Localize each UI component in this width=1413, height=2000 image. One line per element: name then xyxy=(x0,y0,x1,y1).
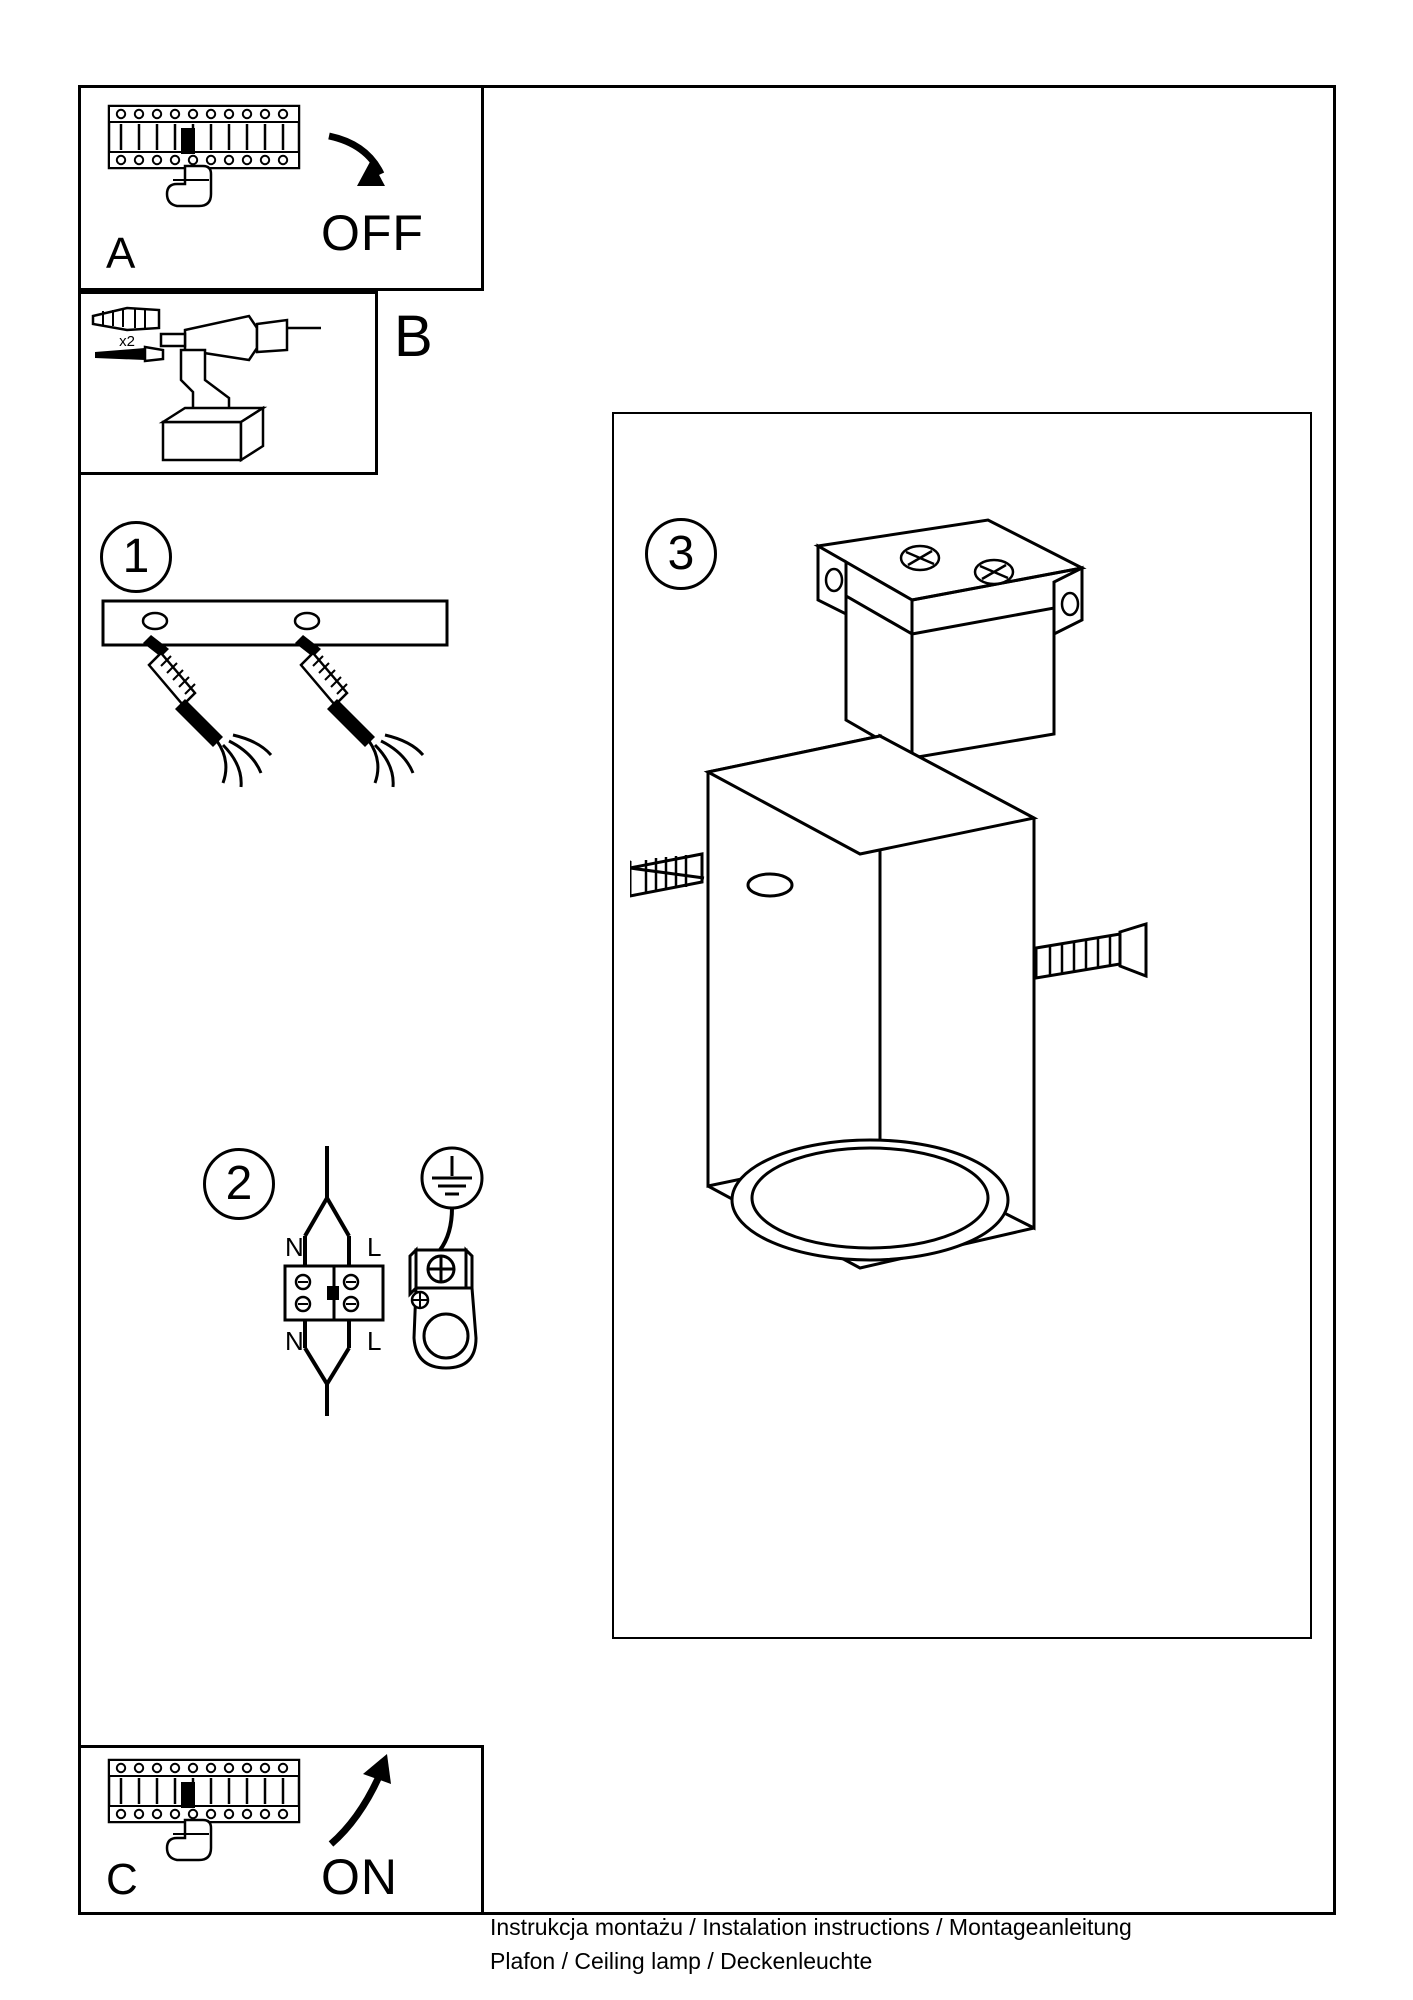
drill-icon xyxy=(161,316,287,460)
earth-ground-icon xyxy=(398,1138,528,1398)
step-c-panel xyxy=(78,1745,484,1915)
step-c-letter: C xyxy=(106,1855,138,1904)
footer-line-1: Instrukcja montażu / Instalation instructions / Montageanleitung xyxy=(490,1914,1132,1940)
terminal-label-l-bottom: L xyxy=(367,1326,382,1356)
step-b-letter: B xyxy=(394,304,433,369)
step-b-tools-icon xyxy=(81,294,375,472)
step-2-number: 2 xyxy=(225,1157,253,1210)
ceiling-with-anchors-icon xyxy=(95,595,455,925)
step-b-quantity-label: x2 xyxy=(119,333,135,350)
fuse-box-switch-on-icon xyxy=(81,1748,481,1912)
fuse-box-switch-off-icon xyxy=(81,88,481,288)
terminal-label-l-top: L xyxy=(367,1232,382,1262)
square-ceiling-lamp-assembly-icon xyxy=(630,510,1310,1440)
footer-line-2: Plafon / Ceiling lamp / Deckenleuchte xyxy=(490,1948,873,1974)
step-c-word: ON xyxy=(321,1849,398,1905)
wall-plug-icon xyxy=(93,308,159,330)
footer-text xyxy=(490,1910,1210,1978)
step-a-panel xyxy=(78,85,484,291)
terminal-label-n-bottom: N xyxy=(285,1326,304,1356)
step-3-number: 3 xyxy=(667,527,695,580)
step-b-panel xyxy=(78,291,433,475)
step-1-number: 1 xyxy=(122,530,150,583)
step-a-word: OFF xyxy=(321,205,424,261)
terminal-label-n-top: N xyxy=(285,1232,304,1262)
step-1-badge xyxy=(100,521,172,593)
step-a-letter: A xyxy=(106,229,136,278)
